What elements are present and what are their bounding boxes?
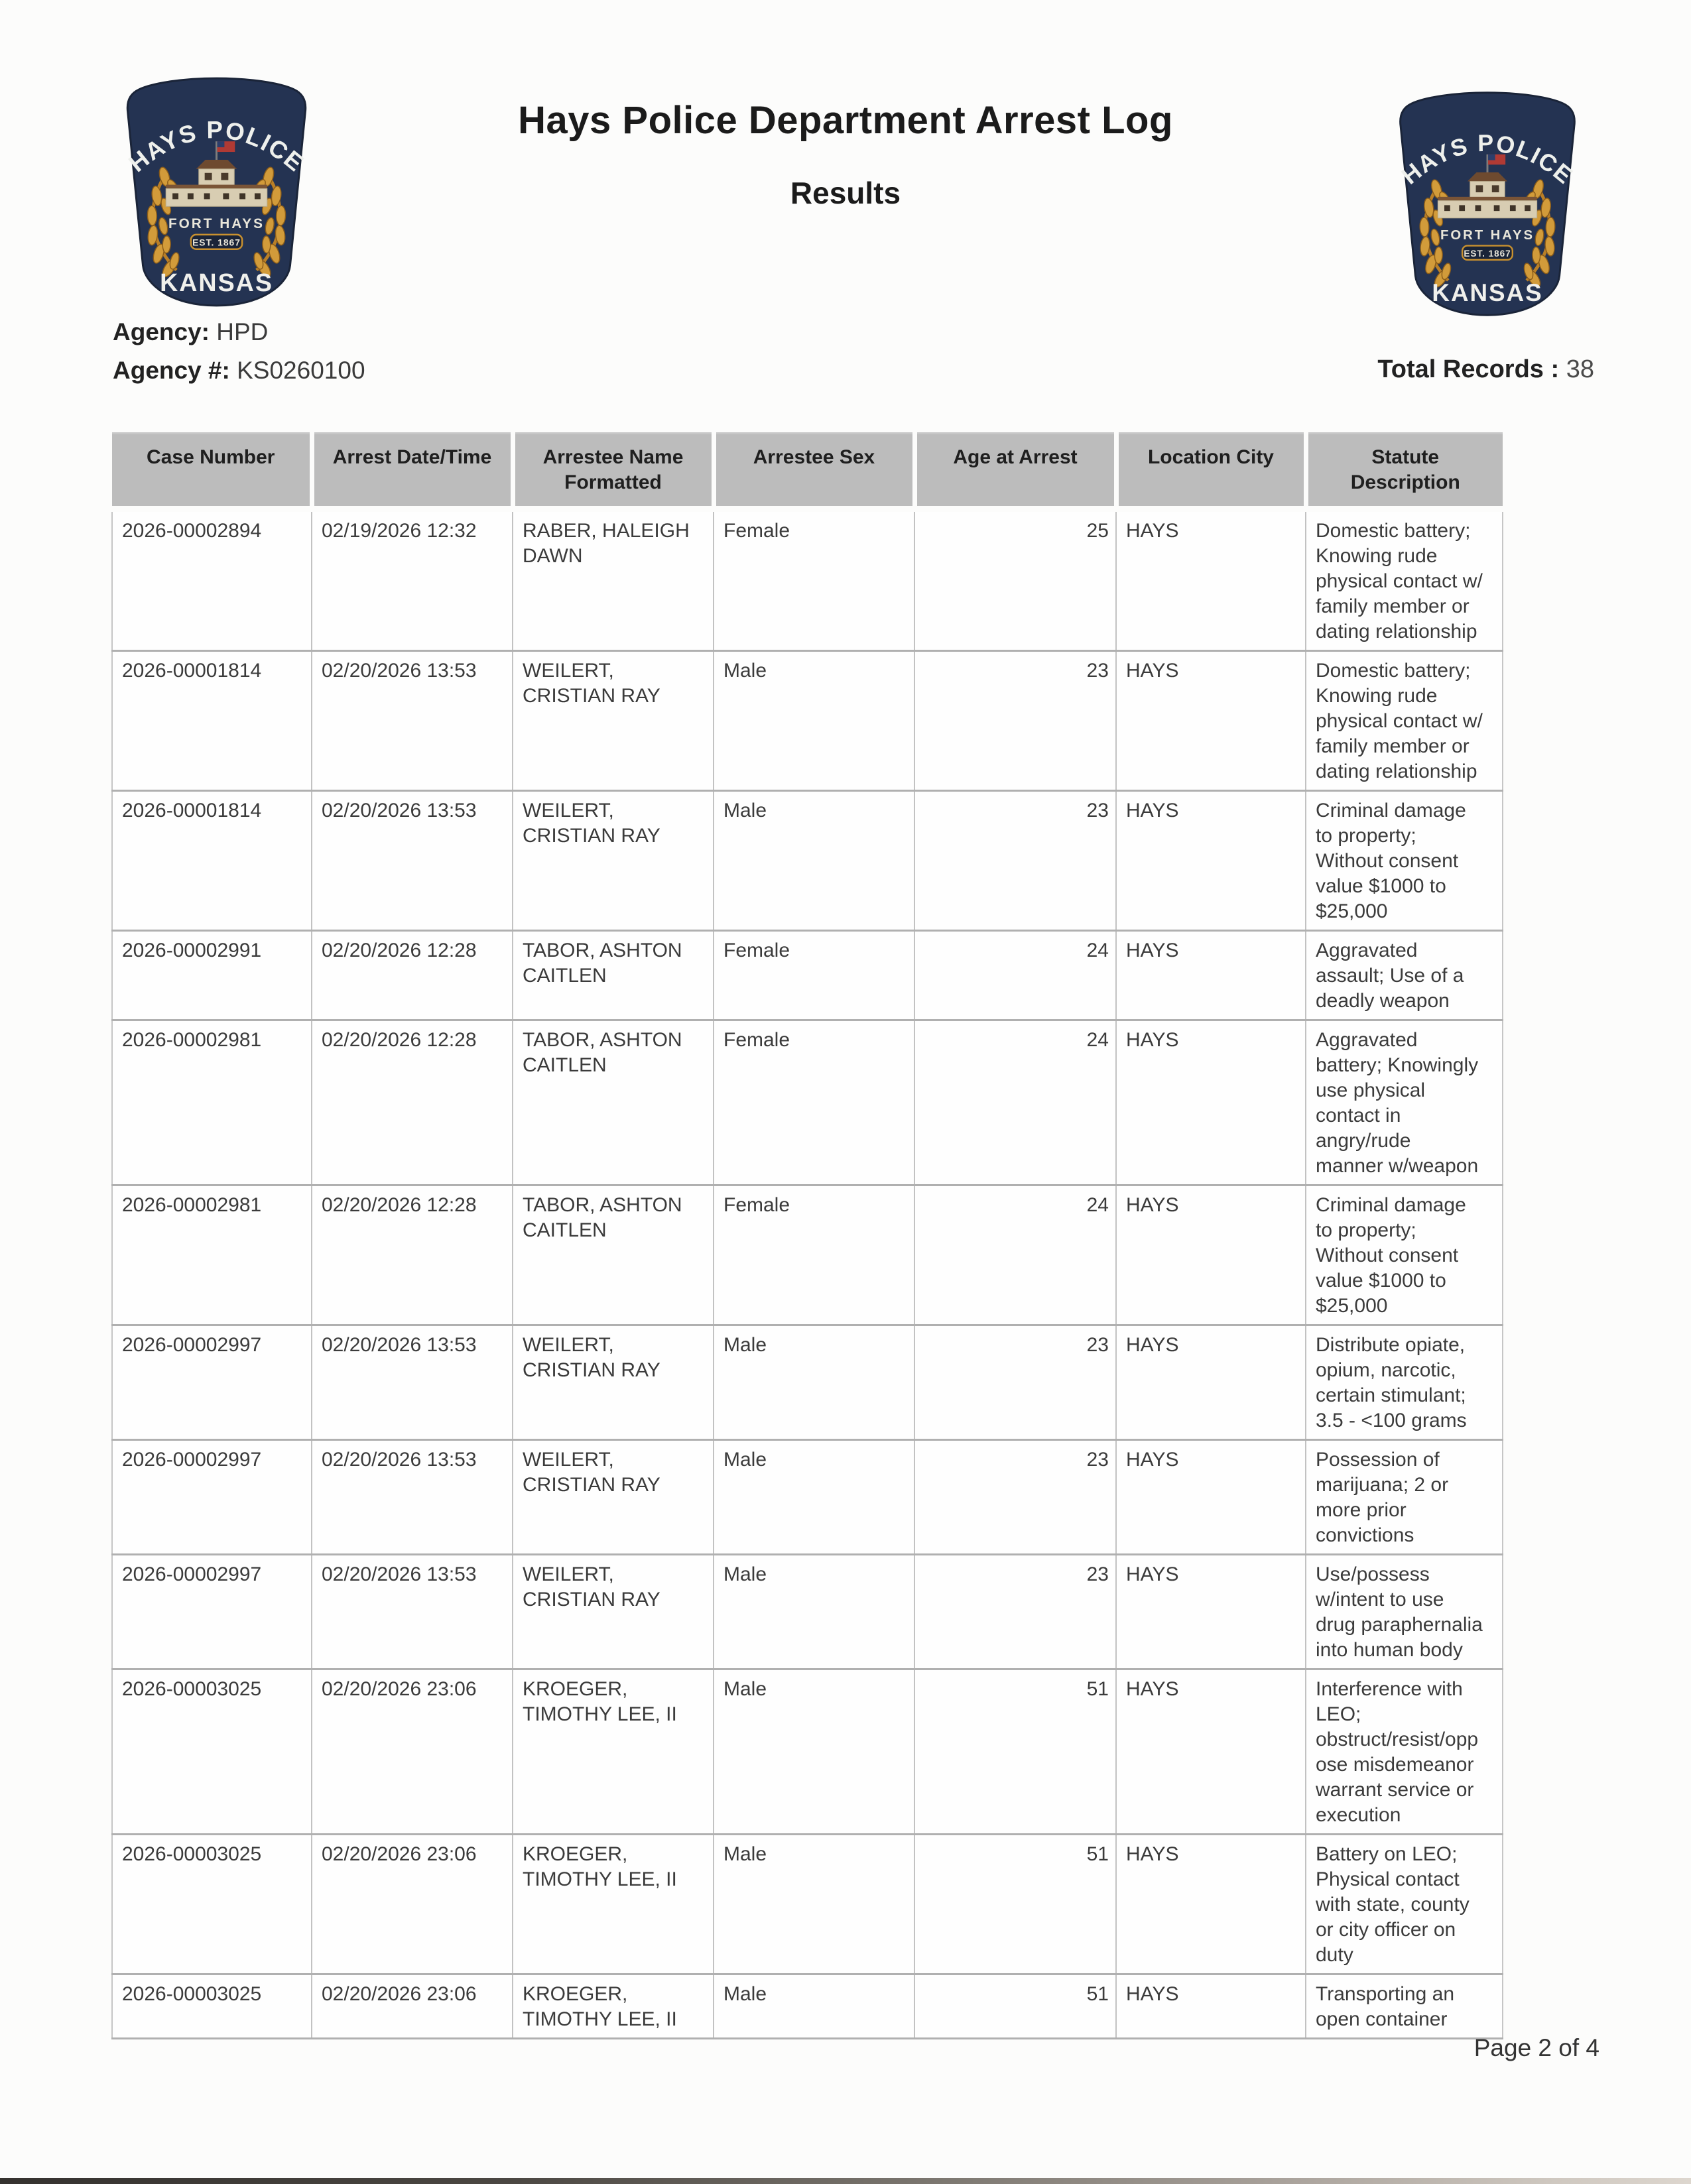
- col-header-arrest-datetime: Arrest Date/Time: [312, 434, 513, 509]
- cell-case-number: 2026-00002981: [112, 1185, 312, 1325]
- agency-info: [113, 313, 365, 390]
- cell-arrest-datetime: 02/20/2026 12:28: [312, 931, 513, 1020]
- cell-statute-description: Transporting an open container: [1306, 1974, 1503, 2039]
- cell-location-city: HAYS: [1116, 1974, 1306, 2039]
- table-row: [112, 1974, 1503, 2039]
- cell-location-city: HAYS: [1116, 1669, 1306, 1835]
- page-title: Hays Police Department Arrest Log: [518, 99, 1173, 142]
- cell-arrestee-name: TABOR, ASHTON CAITLEN: [513, 931, 714, 1020]
- table-row: [112, 791, 1503, 931]
- cell-age-at-arrest: 23: [914, 1440, 1116, 1555]
- cell-case-number: 2026-00002991: [112, 931, 312, 1020]
- cell-arrestee-sex: Female: [714, 509, 914, 651]
- cell-case-number: 2026-00001814: [112, 791, 312, 931]
- table-row: [112, 1835, 1503, 1974]
- cell-case-number: 2026-00003025: [112, 1669, 312, 1835]
- cell-arrestee-sex: Male: [714, 1974, 914, 2039]
- cell-arrestee-sex: Male: [714, 791, 914, 931]
- table-row: [112, 931, 1503, 1020]
- table-header-row: [112, 434, 1503, 509]
- table-row: [112, 651, 1503, 791]
- total-records-value: 38: [1566, 355, 1594, 383]
- cell-arrest-datetime: 02/20/2026 13:53: [312, 651, 513, 791]
- cell-arrest-datetime: 02/20/2026 13:53: [312, 1325, 513, 1440]
- agency-label: Agency:: [113, 318, 210, 345]
- col-header-case-number: Case Number: [112, 434, 312, 509]
- cell-age-at-arrest: 51: [914, 1835, 1116, 1974]
- cell-location-city: HAYS: [1116, 791, 1306, 931]
- cell-arrestee-sex: Female: [714, 931, 914, 1020]
- cell-case-number: 2026-00003025: [112, 1835, 312, 1974]
- table-row: [112, 1325, 1503, 1440]
- cell-statute-description: Domestic battery; Knowing rude physical contact w/ family member or dating relationship: [1306, 651, 1503, 791]
- cell-arrestee-name: WEILERT, CRISTIAN RAY: [513, 651, 714, 791]
- cell-statute-description: Aggravated assault; Use of a deadly weapon: [1306, 931, 1503, 1020]
- cell-statute-description: Aggravated battery; Knowingly use physical contact in angry/rude manner w/weapon: [1306, 1020, 1503, 1185]
- cell-arrestee-sex: Male: [714, 1440, 914, 1555]
- cell-arrestee-name: WEILERT, CRISTIAN RAY: [513, 791, 714, 931]
- table-row: [112, 1440, 1503, 1555]
- cell-arrest-datetime: 02/20/2026 23:06: [312, 1974, 513, 2039]
- agency-number-value: KS0260100: [237, 357, 365, 384]
- total-records: [1377, 355, 1594, 384]
- agency-number-line: [113, 351, 365, 390]
- cell-case-number: 2026-00002997: [112, 1325, 312, 1440]
- agency-value: HPD: [216, 318, 269, 345]
- cell-case-number: 2026-00001814: [112, 651, 312, 791]
- cell-statute-description: Use/possess w/intent to use drug paraphernalia into human body: [1306, 1555, 1503, 1669]
- cell-location-city: HAYS: [1116, 1020, 1306, 1185]
- table-row: [112, 1185, 1503, 1325]
- cell-arrest-datetime: 02/20/2026 12:28: [312, 1185, 513, 1325]
- cell-location-city: HAYS: [1116, 1185, 1306, 1325]
- cell-arrest-datetime: 02/20/2026 12:28: [312, 1020, 513, 1185]
- cell-arrest-datetime: 02/19/2026 12:32: [312, 509, 513, 651]
- cell-age-at-arrest: 23: [914, 1555, 1116, 1669]
- cell-arrestee-name: KROEGER, TIMOTHY LEE, II: [513, 1835, 714, 1974]
- cell-location-city: HAYS: [1116, 509, 1306, 651]
- agency-number-label: Agency #:: [113, 357, 230, 384]
- cell-statute-description: Domestic battery; Knowing rude physical contact w/ family member or dating relationship: [1306, 509, 1503, 651]
- col-header-arrestee-name: Arrestee Name Formatted: [513, 434, 714, 509]
- agency-line: [113, 313, 365, 351]
- table-row: [112, 1669, 1503, 1835]
- page-subtitle: Results: [790, 176, 901, 210]
- cell-arrestee-name: KROEGER, TIMOTHY LEE, II: [513, 1669, 714, 1835]
- cell-statute-description: Criminal damage to property; Without consent value $1000 to $25,000: [1306, 1185, 1503, 1325]
- cell-age-at-arrest: 23: [914, 651, 1116, 791]
- cell-arrestee-sex: Male: [714, 1835, 914, 1974]
- cell-arrestee-sex: Male: [714, 1669, 914, 1835]
- col-header-statute-description: Statute Description: [1306, 434, 1503, 509]
- cell-arrestee-name: KROEGER, TIMOTHY LEE, II: [513, 1974, 714, 2039]
- cell-location-city: HAYS: [1116, 931, 1306, 1020]
- cell-location-city: HAYS: [1116, 1835, 1306, 1974]
- page-number: Page 2 of 4: [1473, 2034, 1599, 2061]
- cell-statute-description: Interference with LEO; obstruct/resist/opp ose misdemeanor warrant service or execution: [1306, 1669, 1503, 1835]
- cell-arrest-datetime: 02/20/2026 13:53: [312, 1555, 513, 1669]
- cell-location-city: HAYS: [1116, 651, 1306, 791]
- cell-arrestee-name: TABOR, ASHTON CAITLEN: [513, 1185, 714, 1325]
- col-header-location-city: Location City: [1116, 434, 1306, 509]
- cell-location-city: HAYS: [1116, 1325, 1306, 1440]
- cell-arrest-datetime: 02/20/2026 23:06: [312, 1835, 513, 1974]
- cell-arrest-datetime: 02/20/2026 23:06: [312, 1669, 513, 1835]
- cell-arrestee-sex: Female: [714, 1185, 914, 1325]
- cell-case-number: 2026-00002997: [112, 1440, 312, 1555]
- cell-arrestee-name: TABOR, ASHTON CAITLEN: [513, 1020, 714, 1185]
- cell-age-at-arrest: 23: [914, 791, 1116, 931]
- cell-age-at-arrest: 23: [914, 1325, 1116, 1440]
- cell-arrestee-sex: Male: [714, 1325, 914, 1440]
- total-records-label: Total Records :: [1377, 355, 1560, 383]
- arrest-log-table: [111, 432, 1503, 2039]
- cell-age-at-arrest: 51: [914, 1974, 1116, 2039]
- cell-age-at-arrest: 51: [914, 1669, 1116, 1835]
- cell-statute-description: Battery on LEO; Physical contact with state, county or city officer on duty: [1306, 1835, 1503, 1974]
- col-header-age-at-arrest: Age at Arrest: [914, 434, 1116, 509]
- table-row: [112, 1555, 1503, 1669]
- cell-location-city: HAYS: [1116, 1555, 1306, 1669]
- cell-statute-description: Possession of marijuana; 2 or more prior convictions: [1306, 1440, 1503, 1555]
- cell-case-number: 2026-00002997: [112, 1555, 312, 1669]
- table-row: [112, 509, 1503, 651]
- table-row: [112, 1020, 1503, 1185]
- cell-arrest-datetime: 02/20/2026 13:53: [312, 791, 513, 931]
- cell-arrestee-sex: Male: [714, 651, 914, 791]
- cell-age-at-arrest: 25: [914, 509, 1116, 651]
- scan-edge-artifact: [0, 2178, 1691, 2184]
- cell-age-at-arrest: 24: [914, 1185, 1116, 1325]
- cell-statute-description: Criminal damage to property; Without consent value $1000 to $25,000: [1306, 791, 1503, 931]
- cell-location-city: HAYS: [1116, 1440, 1306, 1555]
- cell-arrestee-name: WEILERT, CRISTIAN RAY: [513, 1440, 714, 1555]
- cell-arrestee-sex: Male: [714, 1555, 914, 1669]
- cell-age-at-arrest: 24: [914, 1020, 1116, 1185]
- cell-arrestee-sex: Female: [714, 1020, 914, 1185]
- cell-arrest-datetime: 02/20/2026 13:53: [312, 1440, 513, 1555]
- cell-arrestee-name: WEILERT, CRISTIAN RAY: [513, 1555, 714, 1669]
- col-header-arrestee-sex: Arrestee Sex: [714, 434, 914, 509]
- cell-age-at-arrest: 24: [914, 931, 1116, 1020]
- cell-arrestee-name: RABER, HALEIGH DAWN: [513, 509, 714, 651]
- cell-case-number: 2026-00002981: [112, 1020, 312, 1185]
- cell-arrestee-name: WEILERT, CRISTIAN RAY: [513, 1325, 714, 1440]
- cell-case-number: 2026-00002894: [112, 509, 312, 651]
- cell-statute-description: Distribute opiate, opium, narcotic, certain stimulant; 3.5 - <100 grams: [1306, 1325, 1503, 1440]
- cell-case-number: 2026-00003025: [112, 1974, 312, 2039]
